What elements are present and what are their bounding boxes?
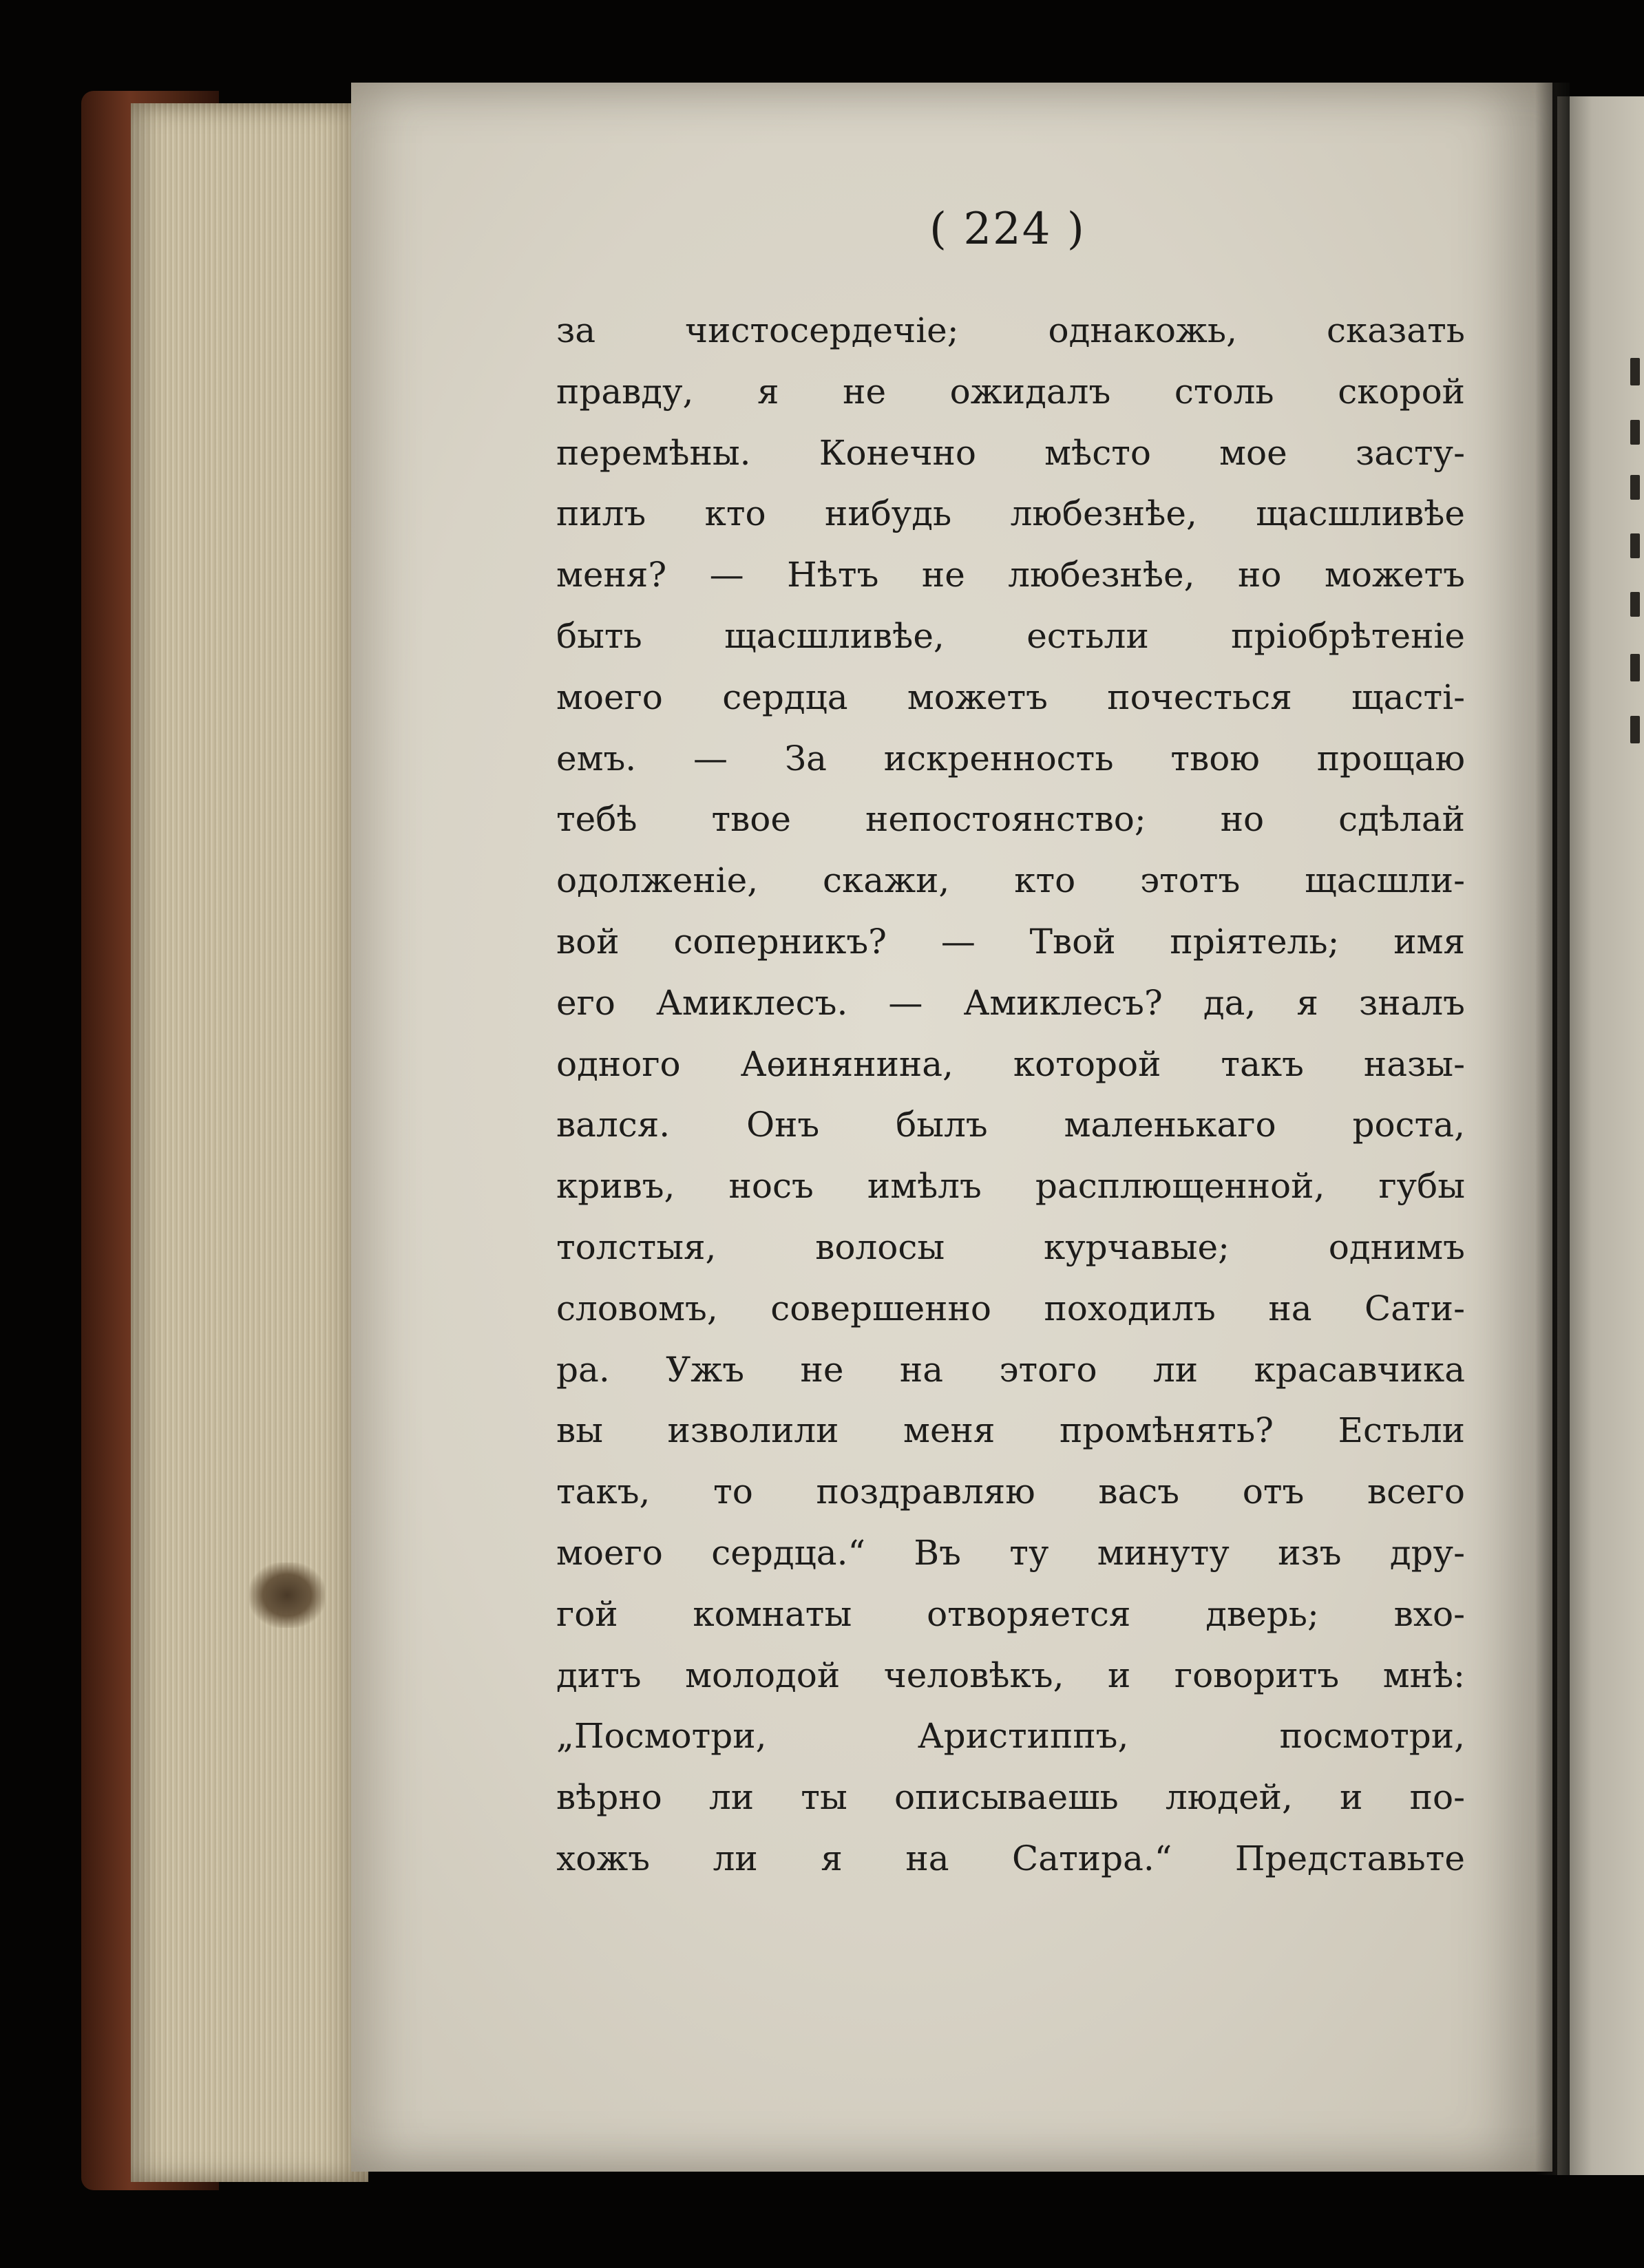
text-line: „Посмотри, Аристиппъ, посмотри,	[556, 1716, 1465, 1757]
text-line: хожъ ли я на Сатира.“ Представьте	[556, 1838, 1465, 1878]
text-line: дитъ молодой человѣкъ, и говоритъ мнѣ:	[556, 1655, 1465, 1695]
page-edges	[131, 103, 368, 2182]
facing-page-mark	[1630, 533, 1640, 558]
text-line: словомъ, совершенно походилъ на Сати-	[556, 1288, 1465, 1328]
text-line: за чистосердечіе; однакожь, сказать	[556, 310, 1465, 350]
text-line: вой соперникъ? — Твой пріятель; имя	[556, 921, 1465, 962]
facing-page-mark	[1630, 358, 1640, 385]
text-line: одного Аѳинянина, которой такъ назы-	[556, 1043, 1465, 1084]
text-line: вы изволили меня промѣнять? Естьли	[556, 1410, 1465, 1451]
facing-page-mark	[1630, 716, 1640, 743]
text-line: емъ. — За искренность твою прощаю	[556, 738, 1465, 778]
text-line: пилъ кто нибудь любезнѣе, щасшливѣе	[556, 494, 1465, 534]
text-line: гой комнаты отворяется дверь; вхо-	[556, 1593, 1465, 1634]
facing-page-mark	[1630, 475, 1640, 500]
text-line: быть щасшливѣе, естьли пріобрѣтеніе	[556, 615, 1465, 656]
text-line: такъ, то поздравляю васъ отъ всего	[556, 1472, 1465, 1512]
text-line: одолженіе, скажи, кто этотъ щасшли-	[556, 860, 1465, 901]
page-number: ( 224 )	[929, 204, 1086, 255]
text-line: меня? — Нѣтъ не любезнѣе, но можетъ	[556, 555, 1465, 595]
facing-page-mark	[1630, 592, 1640, 617]
spine-shadow	[1535, 83, 1570, 2175]
text-line: толстыя, волосы курчавые; однимъ	[556, 1227, 1465, 1267]
text-line: тебѣ твое непостоянство; но сдѣлай	[556, 799, 1465, 840]
page-body-text	[556, 300, 1465, 1889]
facing-page-mark	[1630, 654, 1640, 681]
ink-stain	[249, 1562, 325, 1628]
text-line: ра. Ужъ не на этого ли красавчика	[556, 1349, 1465, 1390]
text-line: правду, я не ожидалъ столь скорой	[556, 371, 1465, 412]
text-line: кривъ, носъ имѣлъ расплющенной, губы	[556, 1166, 1465, 1207]
text-line: моего сердца.“ Въ ту минуту изъ дру-	[556, 1532, 1465, 1573]
text-line: моего сердца можетъ почесться щасті-	[556, 677, 1465, 717]
text-line: вался. Онъ былъ маленькаго роста,	[556, 1105, 1465, 1145]
text-line: перемѣны. Конечно мѣсто мое засту-	[556, 432, 1465, 473]
facing-page-mark	[1630, 420, 1640, 445]
text-line: вѣрно ли ты описываешь людей, и по-	[556, 1777, 1465, 1818]
text-line: его Амиклесъ. — Амиклесъ? да, я зналъ	[556, 982, 1465, 1023]
facing-page	[1557, 96, 1644, 2175]
